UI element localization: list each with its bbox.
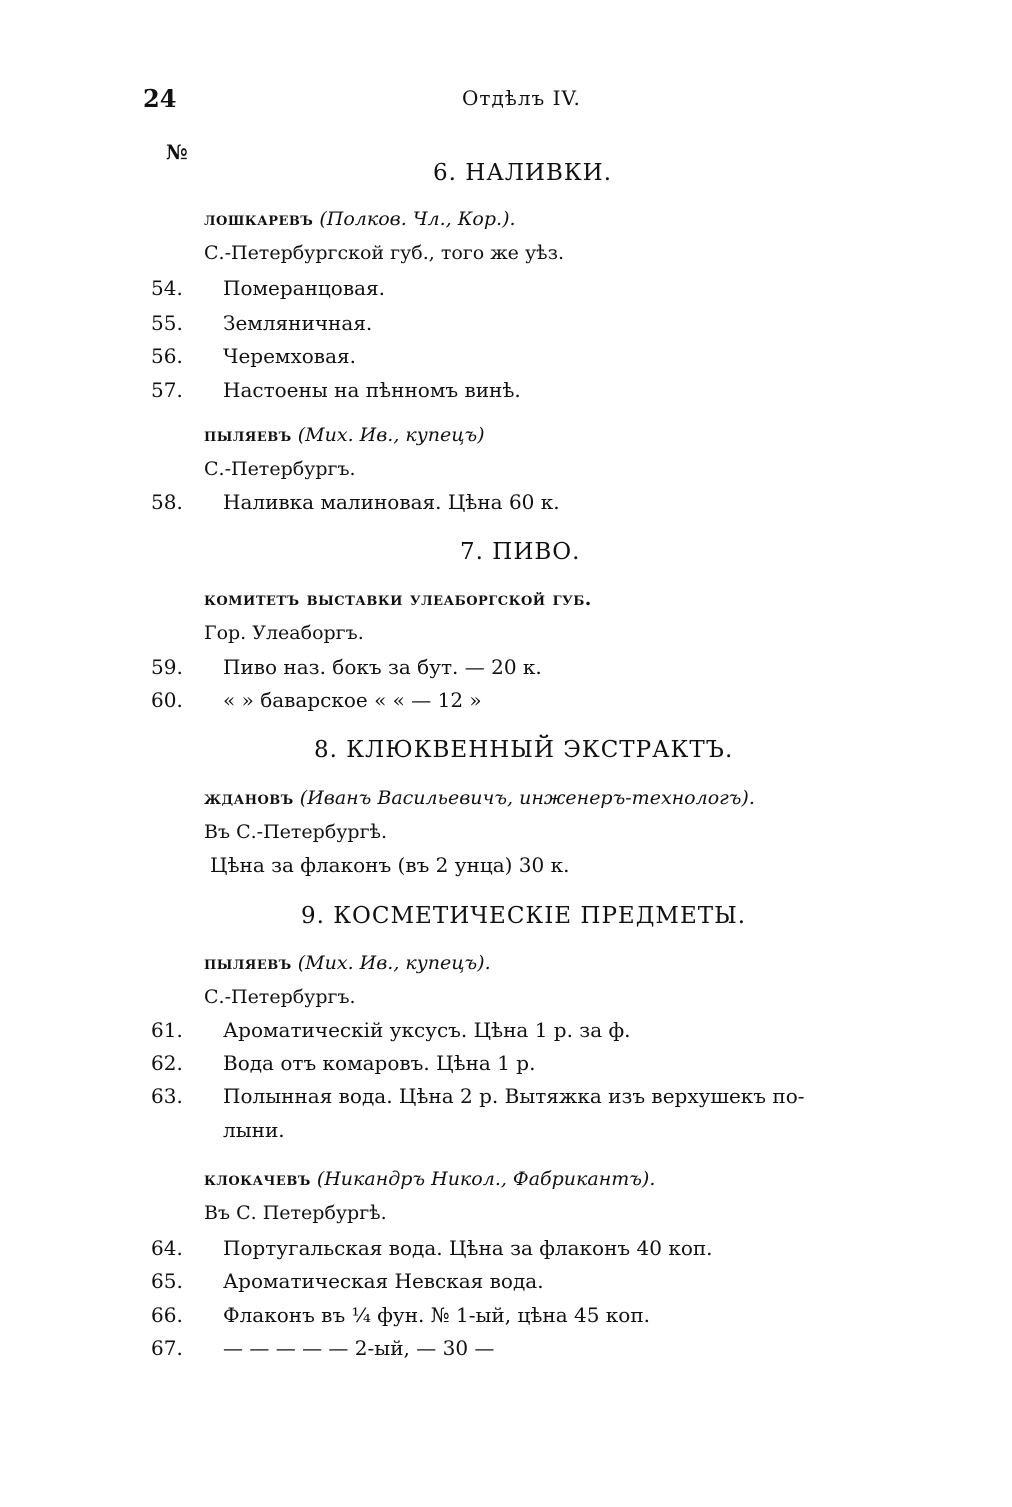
exhibitor-name: лошкаревъ — [204, 208, 314, 230]
page-number: 24 — [143, 84, 177, 113]
exhibitor-details: (Иванъ Васильевичъ, инженеръ-технологъ). — [299, 787, 755, 809]
item-number: 67. — [151, 1336, 183, 1360]
exhibitor-heading — [204, 787, 755, 809]
exhibitor-name: пыляевъ — [204, 424, 292, 446]
list-item — [151, 655, 542, 679]
exhibitor-location: С.-Петербургской губ., того же уѣз. — [204, 242, 564, 264]
list-item — [151, 490, 560, 514]
exhibitor-name: клокачевъ — [204, 1168, 311, 1190]
item-text: Пиво наз. бокъ за бут. — 20 к. — [223, 655, 542, 679]
item-number: 63. — [151, 1084, 183, 1108]
exhibitor-details: (Мих. Ив., купецъ) — [297, 424, 485, 446]
item-text: Ароматическій уксусъ. Цѣна 1 р. за ф. — [223, 1018, 631, 1042]
exhibitor-name: пыляевъ — [204, 952, 292, 974]
list-item — [151, 1303, 650, 1327]
section-title-cosmetics: 9. КОСМЕТИЧЕСКІЕ ПРЕДМЕТЫ. — [301, 903, 747, 929]
list-item — [151, 1269, 544, 1293]
section-title-cranberry-extract: 8. КЛЮКВЕННЫЙ ЭКСТРАКТЪ. — [314, 737, 734, 763]
number-column-sign: № — [166, 140, 188, 164]
item-number: 56. — [151, 344, 183, 368]
item-number: 59. — [151, 655, 183, 679]
exhibitor-location: Въ С. Петербургѣ. — [204, 1202, 387, 1224]
item-text: Флаконъ въ ¼ фун. № 1-ый, цѣна 45 коп. — [223, 1303, 651, 1327]
item-text: Полынная вода. Цѣна 2 р. Вытяжка изъ верхушекъ по- — [223, 1084, 805, 1108]
list-item — [151, 344, 356, 368]
running-head: Отдѣлъ IV. — [462, 86, 581, 110]
list-item — [151, 1051, 535, 1075]
item-text: Черемховая. — [223, 344, 356, 368]
item-number: 65. — [151, 1269, 183, 1293]
exhibitor-heading — [204, 588, 592, 610]
exhibitor-heading — [204, 208, 516, 230]
section-title-beer: 7. ПИВО. — [460, 539, 581, 565]
item-number: 55. — [151, 311, 183, 335]
item-text: Настоены на пѣнномъ винѣ. — [223, 378, 521, 402]
exhibitor-location: Гор. Улеаборгъ. — [204, 622, 364, 644]
item-text: Померанцовая. — [223, 276, 385, 300]
list-item — [151, 276, 385, 300]
item-number: 61. — [151, 1018, 183, 1042]
exhibitor-details: (Никандръ Никол., Фабрикантъ). — [316, 1168, 656, 1190]
item-text: Земляничная. — [223, 311, 373, 335]
exhibitor-details: (Мих. Ив., купецъ). — [297, 952, 491, 974]
exhibitor-heading — [204, 952, 491, 974]
item-number: 57. — [151, 378, 183, 402]
exhibitor-location: С.-Петербургъ. — [204, 458, 356, 480]
exhibitor-heading — [204, 1168, 655, 1190]
item-text: Ароматическая Невская вода. — [223, 1269, 544, 1293]
item-text: Наливка малиновая. Цѣна 60 к. — [223, 490, 560, 514]
item-number: 64. — [151, 1236, 183, 1260]
item-number: 58. — [151, 490, 183, 514]
section-title-liqueurs: 6. НАЛИВКИ. — [433, 160, 613, 186]
exhibitor-name: комитетъ выставки улеаборгской губ. — [204, 588, 592, 610]
item-number: 54. — [151, 276, 183, 300]
item-number: 66. — [151, 1303, 183, 1327]
list-item — [151, 378, 521, 402]
list-item — [151, 1336, 494, 1360]
list-item — [151, 1236, 713, 1260]
exhibitor-location: С.-Петербургъ. — [204, 986, 356, 1008]
list-item — [151, 1084, 805, 1108]
list-item — [151, 688, 482, 712]
price-line: Цѣна за флаконъ (въ 2 унца) 30 к. — [210, 853, 570, 877]
exhibitor-details: (Полков. Чл., Кор.). — [319, 208, 516, 230]
exhibitor-name: ждановъ — [204, 787, 294, 809]
list-item — [151, 1018, 631, 1042]
exhibitor-location: Въ С.-Петербургѣ. — [204, 821, 388, 843]
item-text: Португальская вода. Цѣна за флаконъ 40 коп. — [223, 1236, 713, 1260]
item-text: « » баварское « « — 12 » — [223, 688, 482, 712]
exhibitor-heading — [204, 424, 485, 446]
item-number: 60. — [151, 688, 183, 712]
item-text-continuation: лыни. — [223, 1118, 285, 1142]
item-number: 62. — [151, 1051, 183, 1075]
list-item — [151, 311, 372, 335]
item-text: — — — — — 2-ый, — 30 — — [223, 1336, 495, 1360]
item-text: Вода отъ комаровъ. Цѣна 1 р. — [223, 1051, 536, 1075]
